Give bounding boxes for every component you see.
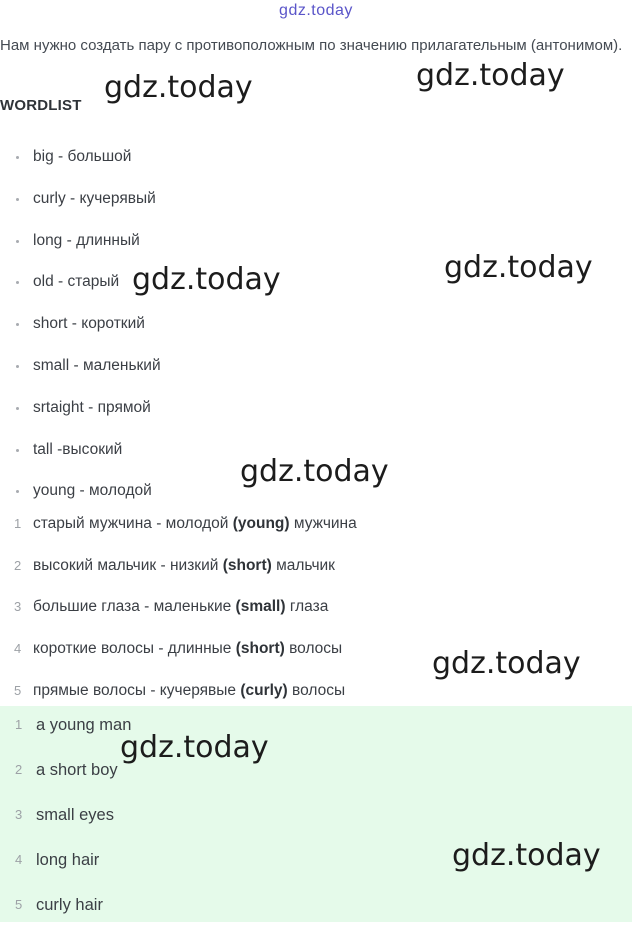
watermark: gdz.today	[132, 262, 281, 297]
answer-text: a short boy	[36, 761, 118, 779]
watermark: gdz.today	[240, 454, 389, 489]
wordlist-item	[0, 136, 632, 178]
answer-item	[0, 706, 632, 751]
bullet-icon	[16, 449, 19, 452]
answer-number: 5	[15, 897, 23, 912]
watermark: gdz.today	[120, 730, 269, 765]
answer-text: long hair	[36, 851, 100, 869]
question-item	[0, 503, 632, 545]
watermark: gdz.today	[104, 70, 253, 105]
watermark: gdz.today	[432, 646, 581, 681]
question-answer: (short)	[222, 556, 272, 574]
watermark: gdz.today	[444, 250, 593, 285]
bullet-icon	[16, 365, 19, 368]
question-item	[0, 545, 632, 587]
question-answer: (young)	[232, 515, 290, 532]
answer-panel	[0, 706, 632, 922]
answer-item	[0, 886, 632, 931]
wordlist-item	[0, 387, 632, 429]
wordlist-item-text: old - старый	[33, 273, 120, 291]
bullet-icon	[16, 198, 19, 201]
bullet-icon	[16, 281, 19, 284]
answer-text: small eyes	[36, 806, 114, 824]
watermark: gdz.today	[452, 838, 601, 873]
answer-number: 3	[15, 807, 23, 822]
wordlist-item-text: long - длинный	[33, 231, 140, 249]
wordlist-item-text: tall -высокий	[33, 440, 123, 458]
question-answer: (short)	[235, 640, 285, 658]
answer-text: a young man	[36, 716, 132, 734]
wordlist-item-text: small - маленький	[33, 356, 161, 374]
question-number: 3	[14, 599, 22, 615]
question-text: старый мужчина - молодой (young) мужчина	[33, 515, 357, 532]
site-logo[interactable]: gdz.today	[279, 2, 353, 19]
wordlist-item	[0, 178, 632, 220]
question-text: короткие волосы - длинные (short) волосы	[33, 640, 343, 658]
question-item	[0, 586, 632, 628]
question-answer: (curly)	[240, 681, 288, 699]
bullet-icon	[16, 407, 19, 410]
answer-item	[0, 751, 632, 796]
answer-number: 4	[15, 852, 23, 867]
wordlist-item-text: srtaight - прямой	[33, 398, 151, 416]
question-text: прямые волосы - кучерявые (curly) волосы	[33, 681, 346, 699]
wordlist-item-text: short - короткий	[33, 315, 145, 333]
wordlist-item-text: big - большой	[33, 148, 132, 165]
wordlist-item	[0, 345, 632, 387]
question-text: большие глаза - маленькие (small) глаза	[33, 598, 329, 616]
question-number: 2	[14, 557, 22, 573]
bullet-icon	[16, 240, 19, 243]
wordlist-title: WORDLIST	[0, 97, 82, 114]
intro-text: Нам нужно создать пару с противоположным по значению прилагательным (антонимом).	[0, 37, 623, 54]
bullet-icon	[16, 490, 19, 493]
wordlist-item-text: curly - кучерявый	[33, 189, 156, 207]
answer-number: 2	[15, 762, 23, 777]
answer-item	[0, 796, 632, 841]
question-number: 5	[14, 682, 22, 698]
bullet-icon	[16, 156, 19, 159]
wordlist-item-text: young - молодой	[33, 482, 152, 500]
watermark: gdz.today	[416, 58, 565, 93]
wordlist-item	[0, 303, 632, 345]
question-number: 1	[14, 516, 22, 531]
question-text: высокий мальчик - низкий (short) мальчик	[33, 556, 335, 574]
question-number: 4	[14, 641, 22, 657]
answer-text: curly hair	[36, 896, 103, 914]
answer-number: 1	[15, 717, 23, 732]
bullet-icon	[16, 323, 19, 326]
question-answer: (small)	[235, 598, 286, 616]
